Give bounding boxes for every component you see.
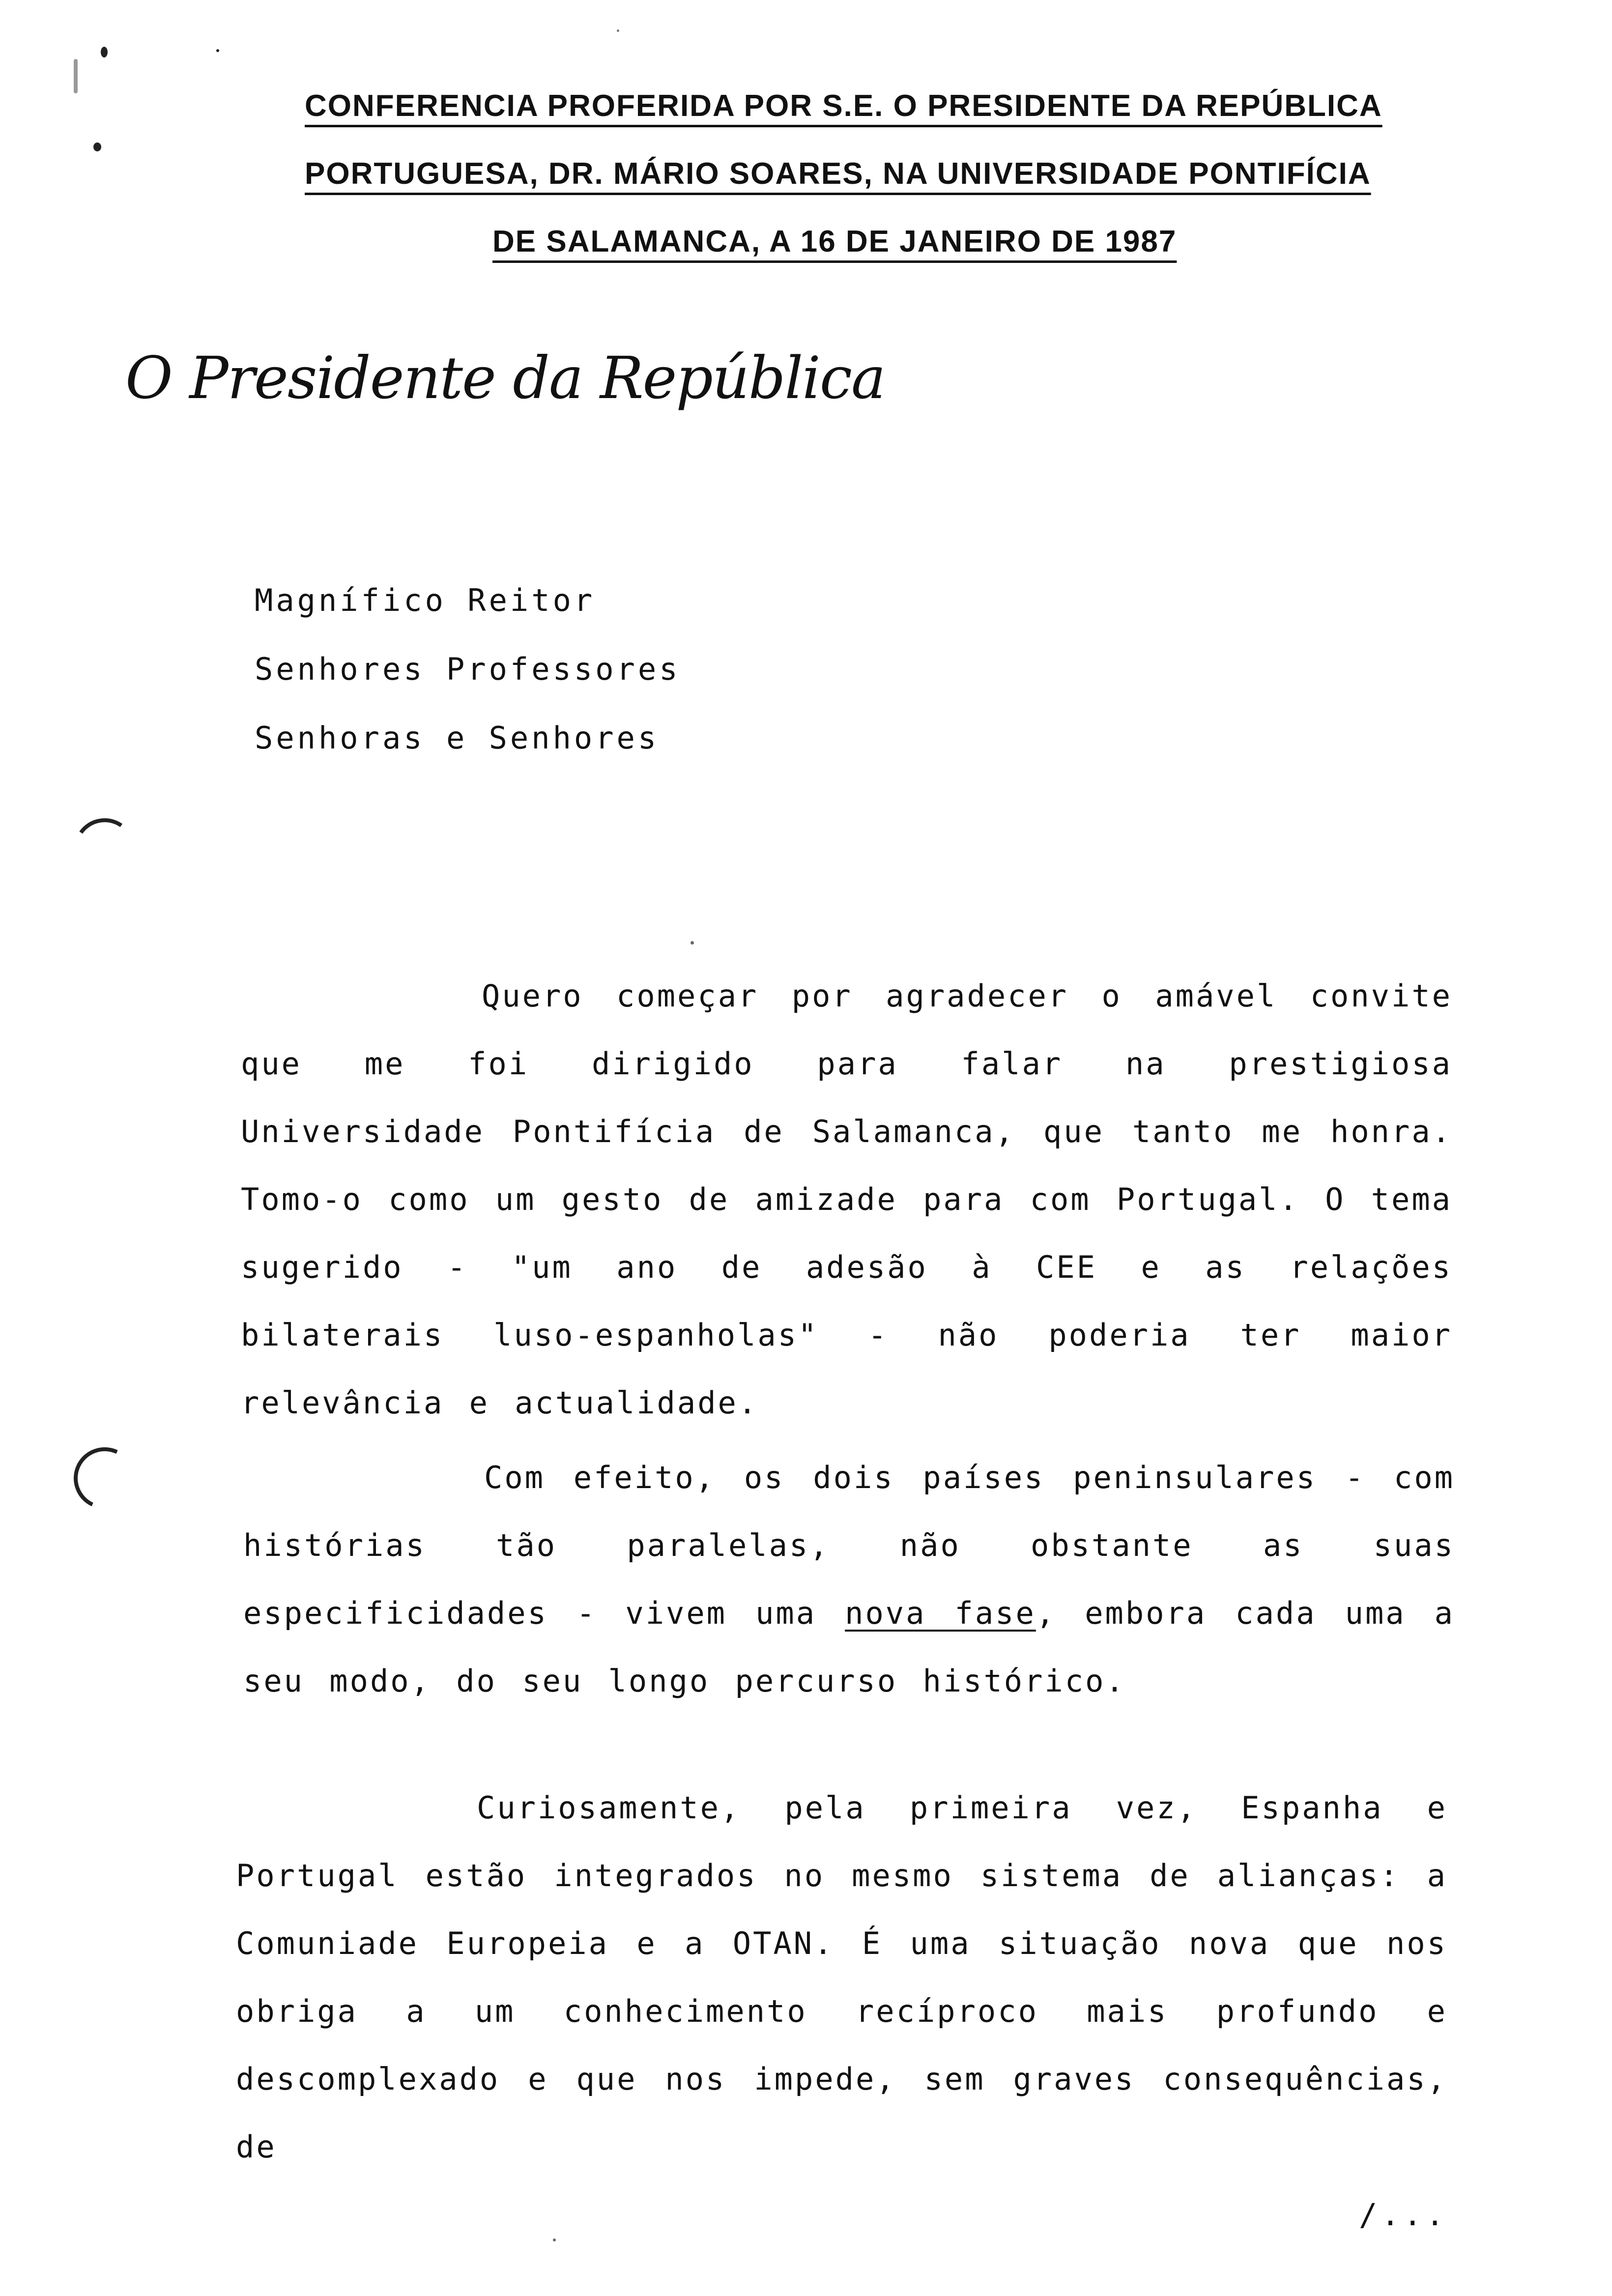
letterhead-script: O Presidente da República [125,344,885,412]
heading-line-2: PORTUGUESA, DR. MÁRIO SOARES, NA UNIVERSIDADE PONTIFÍCIA [305,157,1371,191]
continuation-marker: /... [1359,2197,1448,2233]
paragraph-2-underlined-phrase: nova fase [845,1595,1036,1631]
binder-hole-mark [65,1438,144,1518]
scan-speck [691,941,694,945]
heading-line-1: CONFERENCIA PROFERIDA POR S.E. O PRESIDENTE DA REPÚBLICA [305,89,1382,123]
scan-speck [216,49,219,52]
heading-line-3: DE SALAMANCA, A 16 DE JANEIRO DE 1987 [492,225,1177,258]
paragraph-1 [241,962,1452,1437]
scan-speck [617,29,619,32]
paragraph-1-text: Quero começar por agradecer o amável convite que me foi dirigido para falar na prestigiosa Universidade Pontifícia de Salamanca, que tanto me honra. Tomo-o como um gesto de amizade para com Portugal. O tema sugerido - "um ano de adesão à CEE e as relações bilaterais luso-espanholas" - não poderia ter maior relevância e actualidade. [241,978,1452,1421]
binder-hole-mark [69,813,141,885]
paragraph-2-text-after: , embora cada uma a seu modo, do seu longo percurso histórico. [243,1595,1455,1699]
scan-speck [74,59,78,93]
paragraph-2-text-before: Com efeito, os dois países peninsulares - com histórias tão paralelas, não obstante as suas especificidades - vivem uma [243,1460,1455,1631]
salutation-line-1: Magnífico Reitor [255,582,596,618]
scan-speck [93,143,101,151]
salutation-line-2: Senhores Professores [255,651,681,687]
paragraph-2 [243,1444,1455,1715]
scan-speck [553,2239,556,2241]
paragraph-3-text: Curiosamente, pela primeira vez, Espanha e Portugal estão integrados no mesmo sistema de alianças: a Comuniade Europeia e a OTAN. É uma situação nova que nos obriga a um conhecimento recíproco mais profundo e descomplexado e que nos impede, sem graves consequências, de [236,1790,1447,2165]
salutation-line-3: Senhoras e Senhores [255,720,660,756]
paragraph-3 [236,1774,1447,2181]
scan-speck [101,47,108,57]
